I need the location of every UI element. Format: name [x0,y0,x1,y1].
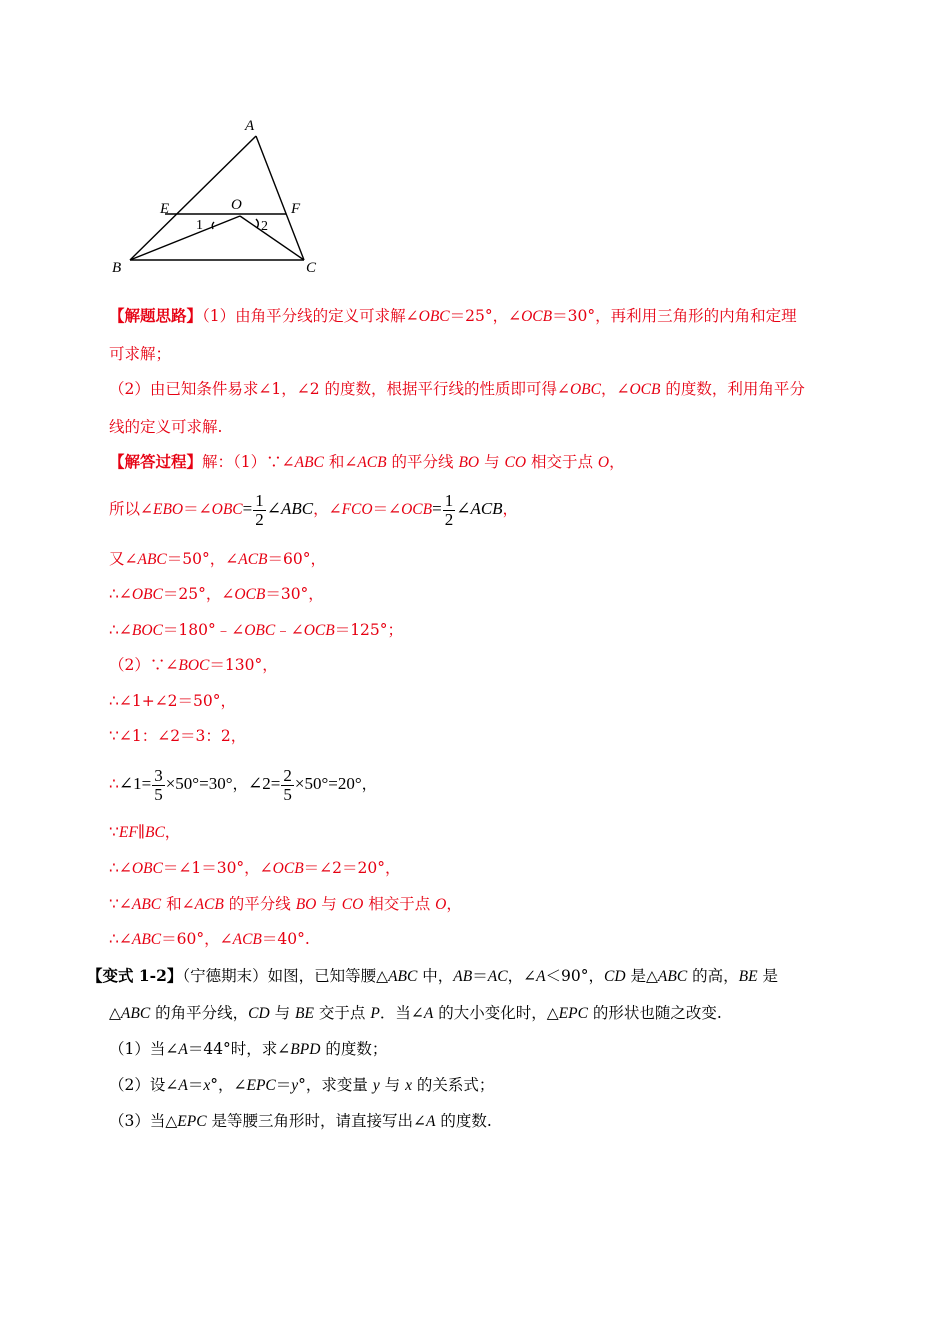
var: O [435,896,447,913]
text: ＝∠2＝20°， [303,859,401,877]
label-angle-2: 2 [261,219,268,234]
text: 与 [479,453,505,471]
text: ＝125°； [334,621,404,639]
text: 与 [269,1004,296,1022]
var: OBC [569,381,601,398]
text: ∵∠ [109,895,132,913]
text: ﹣∠ [275,621,304,639]
text: ．当∠ [379,1004,424,1022]
text: ∴∠ [109,585,132,603]
var: EPC [558,1005,588,1022]
label-E: E [160,201,170,217]
text: 的角平分线， [150,1004,249,1022]
label-B: B [112,260,122,276]
text: ＜90°， [545,967,605,985]
var: A [536,968,546,985]
answer-line-2 [109,490,862,529]
text: 与 [379,1076,406,1094]
text: 和∠ [323,453,358,471]
var: CD [604,968,626,985]
var: ABC [137,551,167,568]
var: OBC [211,501,243,518]
text: ∵ [109,823,119,841]
frac-num: 2 [283,765,292,785]
answer-line-7 [109,690,862,712]
text: 的平分线 [386,453,459,471]
answer-line-6 [109,654,862,677]
frac-den: 5 [283,784,292,804]
answer-line-1 [109,451,862,474]
var: ACB [232,931,262,948]
var: O [597,454,610,471]
answer-line-5 [109,619,862,642]
label-C: C [306,260,317,276]
text: ∴∠ [109,859,132,877]
equals: = [432,499,442,518]
solution-idea-line-2 [109,343,862,365]
text: 的平分线 [223,895,296,913]
var: AB [453,968,473,985]
text: （2）由已知条件易求∠1，∠2 的度数，根据平行线的性质即可得∠ [109,380,570,398]
fraction-half [253,492,266,529]
label-O: O [231,197,242,213]
var: A [178,1077,188,1094]
frac-num: 3 [154,765,163,785]
variant-question-line-1 [87,965,862,988]
var: OBC [131,586,163,603]
text: ＝30°， [265,585,324,603]
text: 中， [417,967,454,985]
text: ， [232,775,249,793]
text: （3）当△ [109,1112,178,1130]
text: ∴∠1+∠2＝50°， [109,692,237,710]
text: ，∠ [313,500,342,518]
var: ABC [131,896,162,913]
variant-heading: 【变式 1-2】 [87,966,183,985]
answer-line-4 [109,583,862,606]
variant-question-line-4 [109,1074,862,1097]
text: °，∠ [210,1076,247,1094]
answer-line-11 [109,857,862,880]
solution-idea-line-3 [109,378,862,401]
var: A [423,1005,434,1022]
text: 相交于点 [363,895,436,913]
text: 相交于点 [526,453,598,471]
label-A: A [245,118,255,134]
var: CD [248,1005,270,1022]
var: BOC [178,657,210,674]
text: ＝60°，∠ [161,930,233,948]
answer-line-8 [109,725,862,747]
text: 可求解； [109,345,172,363]
text: ， [361,775,378,793]
label-angle-1: 1 [196,218,203,233]
text: 和∠ [161,895,195,913]
text: ＝ [187,1076,204,1094]
triangle-diagram [100,112,340,282]
var: OCB [303,622,335,639]
var: ABC [120,1005,151,1022]
text: ＝40°. [261,930,310,948]
var: BOC [131,622,163,639]
text: ∵∠1：∠2＝3：2， [109,727,247,745]
var: OCB [521,308,553,325]
var: ACB [357,454,387,471]
var: EF∥BC [118,824,165,841]
text: ， [164,823,181,841]
var: OCB [401,501,433,518]
text: ∴∠ [109,930,132,948]
variant-question-line-3 [109,1038,862,1061]
text: ＝130°， [209,656,278,674]
var: CO [504,454,527,471]
text: ， [609,453,625,471]
text: 解：（1）∵∠ [202,453,295,471]
text: °，求变量 [298,1076,373,1094]
answer-line-13 [109,928,862,951]
var: OCB [234,586,266,603]
text: ，∠ [507,967,537,985]
var: y [291,1077,299,1094]
math: ∠1= [118,774,152,793]
text: ＝50°，∠ [166,550,239,568]
text: 的形状也随之改变. [587,1004,722,1022]
var: BE [738,968,758,985]
variant-question-line-2 [109,1002,862,1025]
text: ＝60°， [267,550,327,568]
angle-symbol: ∠ [456,499,471,518]
var: EBO [153,501,184,518]
text: （2）设∠ [109,1076,179,1094]
var: OBC [131,860,163,877]
var: BE [295,1005,314,1022]
text: 又∠ [109,550,138,568]
var: OBC [418,308,450,325]
math: ×50°=20° [294,774,362,793]
answer-heading: 【解答过程】 [109,452,203,471]
var: ABC [294,454,324,471]
text: ， [446,895,462,913]
text: ＝ [472,967,488,985]
var: EPC [177,1113,207,1130]
text: ＝25°，∠ [162,585,235,603]
text: 的关系式； [412,1076,495,1094]
answer-line-12 [109,893,862,916]
solution-idea-line-4 [109,416,862,438]
text: 线的定义可求解. [109,418,223,436]
solution-idea-heading: 【解题思路】 [109,306,203,325]
angle-symbol: ∠ [266,499,281,518]
text: 交于点 [313,1004,371,1022]
frac-den: 2 [444,509,454,529]
var: OBC [244,622,276,639]
equals: = [242,499,253,518]
var: ABC [280,499,314,518]
text: （1）由角平分线的定义可求解∠ [202,307,419,325]
label-F: F [291,201,301,217]
text: 与 [316,895,342,913]
var: ABC [131,931,162,948]
math: ×50°=30° [165,774,233,793]
text: ＝∠1＝30°，∠ [162,859,273,877]
text: 的大小变化时，△ [433,1004,559,1022]
text: ＝180°﹣∠ [162,621,245,639]
text: （2）∵∠ [109,656,179,674]
var: BO [458,454,480,471]
text: ＝∠ [183,500,212,518]
var: ABC [388,968,418,985]
fraction-two-fifths [281,767,294,804]
variant-question-line-5 [109,1110,862,1133]
text: ， [502,500,519,518]
var: x [405,1077,412,1094]
var: BO [295,896,317,913]
var: A [426,1113,436,1130]
var: BPD [290,1041,321,1058]
text: ，∠ [600,380,630,398]
var: y [372,1077,380,1094]
answer-line-9 [109,764,862,804]
text: 的度数，利用角平分 [660,380,805,398]
var: A [178,1041,188,1058]
math: ∠2= [248,774,281,793]
frac-num: 1 [255,490,264,510]
text: 所以∠ [109,500,153,518]
text: ∴∠ [109,621,132,639]
text: （1）当∠ [109,1040,179,1058]
solution-idea-line-1 [109,305,862,328]
fraction-three-fifths [152,767,165,804]
var: ABC [657,968,688,985]
var: ACB [238,551,268,568]
triangle-figure [100,112,340,282]
var: EPC [246,1077,276,1094]
text: 是等腰三角形时，请直接写出∠ [206,1112,426,1130]
text: △ [109,1004,121,1022]
var: AC [487,968,508,985]
var: FCO [341,501,373,518]
var: ACB [470,499,503,518]
var: ACB [194,896,224,913]
text: 的高， [687,967,739,985]
answer-line-3 [109,548,862,571]
text: 是 [757,967,779,985]
text: ＝44°时，求∠ [187,1040,291,1058]
text: 的度数； [320,1040,388,1058]
var: P [370,1005,380,1022]
var: CO [341,896,364,913]
frac-den: 2 [255,509,264,529]
text: ∴ [109,775,119,793]
answer-line-10 [109,821,862,844]
fraction-half-2 [443,492,456,529]
text: （宁德期末）如图，已知等腰△ [182,967,389,985]
text: ＝ [275,1076,292,1094]
text: ＝30°，再利用三角形的内角和定理 [552,307,797,325]
text: 的度数. [435,1112,492,1130]
var: OCB [629,381,661,398]
var: OCB [272,860,304,877]
text: ＝25°，∠ [449,307,522,325]
text: ＝∠ [372,500,402,518]
frac-num: 1 [444,490,454,510]
frac-den: 5 [154,784,163,804]
text: 是△ [625,967,658,985]
var: x [203,1077,211,1094]
